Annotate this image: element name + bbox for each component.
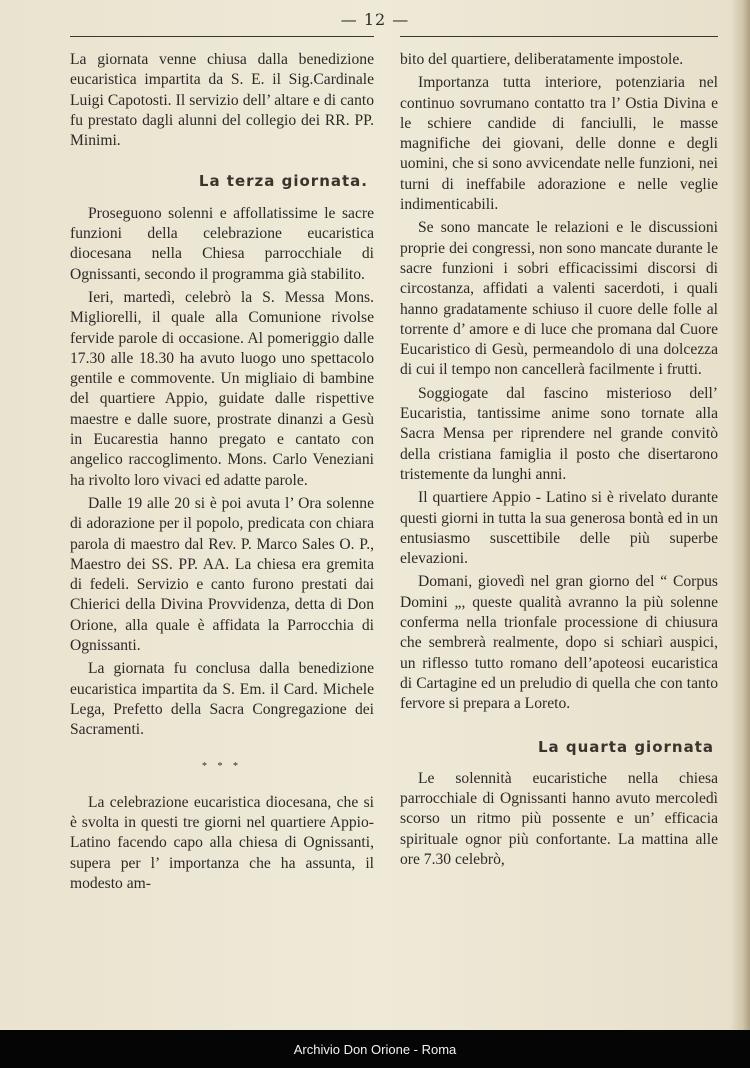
section-separator: * * * [202,760,242,772]
header-rule-right [400,36,718,37]
left-paragraph-4: Dalle 19 alle 20 si è poi avuta l’ Ora solenne di adorazione per il popolo, predicata con chiara parola di maestro dal Rev. P. Marco Sales O. P., Maestro dei SS. PP. AA. La chiesa era gremita di fedeli. Servizio e canto furono prestati dai Chierici della Divina Provvidenza, detta di Don Orione, alla quale è affidata la Parrocchia di Ognissanti. [70,494,374,655]
right-paragraph-7: Le solennità eucaristiche nella chiesa parrocchiale di Ognissanti hanno avuto mercoledì scorso un ritmo più possente e un’ efficacia spirituale ognor più confortante. La mattina alle ore 7.30 celebrò, [400,769,718,868]
archive-footer: Archivio Don Orione - Roma [0,1030,750,1068]
section-heading-terza: La terza giornata. [198,172,368,191]
section-heading-quarta: La quarta giornata [537,737,714,756]
left-paragraph-5: La giornata fu conclusa dalla benedizione eucaristica impartita da S. Em. il Card. Michele Lega, Prefetto della Sacra Congregazione dei Sacramenti. [70,660,374,739]
left-paragraph-2: Proseguono solenni e affollatissime le sacre funzioni della celebrazione eucaristica diocesana nella Chiesa parrocchiale di Ognissanti, secondo il programma già stabilito. [70,204,374,283]
right-column [400,50,718,873]
page-edge-shadow [732,0,750,1068]
right-paragraph-6: Domani, giovedì nel gran giorno del “ Corpus Domini „, queste qualità avranno la più solenne conferma nella trionfale processione di chiusura che sembrerà realmente, dopo si schiarì auspici, un riflesso tutto romano dell’apoteosi eucaristica di Cartagine ed un preludio di quella che con tanto fervore si prepara a Loreto. [400,573,718,713]
left-paragraph-6: La celebrazione eucaristica diocesana, che si è svolta in questi tre giorni nel quartiere Appio-Latino facendo capo alla chiesa di Ognissanti, supera per l’ importanza che ha assunta, il modesto am- [70,793,374,892]
left-column [70,50,374,897]
left-paragraph-3: Ieri, martedì, celebrò la S. Messa Mons. Migliorelli, il quale alla Comunione rivolse fervide parole di occasione. Al pomeriggio dalle 17.30 alle 18.30 ha avuto luogo uno spettacolo gentile e commovente. Un migliaio di bambine del quartiere Appio, guidate dalle rispettive maestre e dalle suore, prostrate dinanzi a Gesù in Eucarestia hanno pregato e cantato con angelico raccoglimento. Mons. Carlo Veneziani ha rivolto loro vivaci ed adatte parole. [70,288,374,489]
right-paragraph-1: bito del quartiere, deliberatamente impostole. [400,51,684,68]
left-paragraph-1: La giornata venne chiusa dalla benedizione eucaristica impartita da S. E. il Sig.Cardinale Luigi Capotosti. Il servizio dell’ altare e di canto fu prestato dagli alunni del collegio dei RR. PP. Minimi. [70,51,374,150]
page-number: — 12 — [340,10,410,29]
right-paragraph-5: Il quartiere Appio - Latino si è rivelato durante questi giorni in tutta la sua generosa bontà ed in un entusiasmo suscettibile delle più superbe elevazioni. [400,489,718,568]
right-paragraph-2: Importanza tutta interiore, potenziaria nel continuo sovrumano contatto tra l’ Ostia Divina e le schiere candide di fanciulli, le masse magnifiche dei giovani, delle donne e degli uomini, che si sono avvicendate nelle funzioni, nei turni di ineffabile adorazione e nelle veglie indimenticabili. [400,74,718,214]
header-rule-left [70,36,374,37]
right-paragraph-4: Soggiogate dal fascino misterioso dell’ Eucaristia, tantissime anime sono tornate alla Sacra Mensa per riprendere nel grande convitò della cristiana famiglia il posto che disertarono tristemente da lunghi anni. [400,384,718,483]
right-paragraph-3: Se sono mancate le relazioni e le discussioni proprie dei congressi, non sono mancate durante le sacre funzioni i sobri efficacissimi discorsi di circostanza, affidati a valenti sacerdoti, i quali hanno gradatamente schiuso il cuore delle folle al torrente d’ amore e di luce che promana dal Cuore Eucaristico di Gesù, permeandolo di una dolcezza di cui il tempo non cancellerà facilmente i frutti. [400,219,718,379]
